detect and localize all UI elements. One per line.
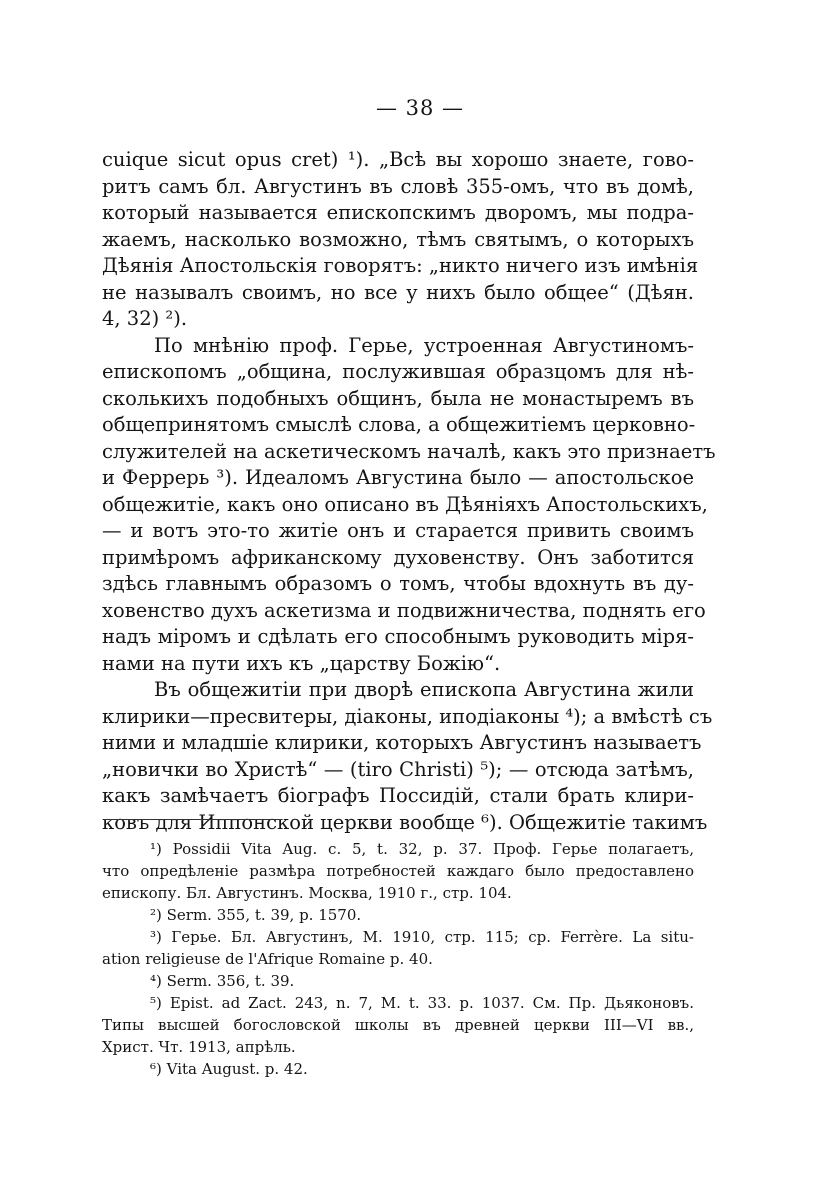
body-line: „новички во Христѣ“ — (tiro Christi) ⁵); — отсюда затѣмъ, — [102, 757, 694, 781]
footnote-line: Христ. Чт. 1913, апрѣль. — [102, 1038, 296, 1056]
body-line: не называлъ своимъ, но все у нихъ было общее“ (Дѣян. — [102, 280, 694, 304]
body-line: По мнѣнію проф. Герье, устроенная Августиномъ- — [154, 333, 694, 357]
body-line: cuique sicut opus cret) ¹). „Всѣ вы хорошо знаете, гово- — [102, 148, 694, 171]
footnote-line: ²) Serm. 355, t. 39, p. 1570. — [150, 906, 362, 924]
body-line: надъ міромъ и сдѣлать его способнымъ руководить міря- — [102, 625, 694, 648]
body-line: какъ замѣчаетъ біографъ Поссидій, стали брать клири- — [102, 784, 694, 807]
body-line: нами на пути ихъ къ „царству Божію“. — [102, 651, 501, 675]
body-line: который называется епископскимъ дворомъ, мы подра- — [102, 201, 694, 224]
body-line: примѣромъ африканскому духовенству. Онъ заботится — [102, 545, 694, 569]
body-line: ховенство духъ аскетизма и подвижничества, поднять его — [102, 598, 706, 622]
body-line: Въ общежитіи при дворѣ епископа Августина жили — [154, 678, 694, 701]
body-line: Дѣянія Апостольскія говорятъ: „никто ничего изъ имѣнія — [102, 254, 699, 277]
body-line: служителей на аскетическомъ началѣ, какъ это признаетъ — [102, 439, 716, 463]
footnote-line: ¹) Possidii Vita Aug. c. 5, t. 32, p. 37. Проф. Герье полагаетъ, — [150, 840, 694, 858]
footnote-line: Типы высшей богословской школы въ древней церкви III—VI вв., — [102, 1016, 694, 1034]
body-line: ритъ самъ бл. Августинъ въ словѣ 355-омъ, что въ домѣ, — [102, 174, 694, 198]
body-line: клирики—пресвитеры, діаконы, иподіаконы ⁴); а вмѣстѣ съ — [102, 704, 713, 728]
footnote-divider — [104, 819, 282, 820]
footnote-line: что опредѣленіе размѣра потребностей каждаго было предоставлено — [102, 862, 694, 880]
footnote-line: ⁴) Serm. 356, t. 39. — [150, 972, 295, 990]
body-line: жаемъ, насколько возможно, тѣмъ святымъ, о которыхъ — [102, 227, 694, 251]
body-line: здѣсь главнымъ образомъ о томъ, чтобы вдохнуть въ ду- — [102, 572, 694, 595]
main-text — [102, 147, 716, 836]
body-line: ковъ для Иппонской церкви вообще ⁶). Общежитіе такимъ — [102, 810, 708, 834]
body-line: — и вотъ это-то житіе онъ и старается привить своимъ — [102, 519, 694, 542]
footnote-line: ³) Герье. Бл. Августинъ, М. 1910, стр. 115; cp. Ferrère. La situ- — [150, 928, 694, 946]
body-line: 4, 32) ²). — [102, 307, 188, 330]
body-line: общепринятомъ смыслѣ слова, а общежитіемъ церковно- — [102, 413, 696, 436]
footnote-line: ⁶) Vita August. p. 42. — [150, 1060, 308, 1078]
body-line: ними и младшіе клирики, которыхъ Августинъ называетъ — [102, 731, 702, 754]
body-line: сколькихъ подобныхъ общинъ, была не монастыремъ въ — [102, 386, 694, 410]
footnote-line: ation religieuse de l'Afrique Romaine p. 40. — [102, 950, 433, 968]
footnote-line: ⁵) Epist. ad Zact. 243, n. 7, M. t. 33. p. 1037. См. Пр. Дьяконовъ. — [150, 994, 694, 1012]
footnote-line: епископу. Бл. Августинъ. Москва, 1910 г., стр. 104. — [102, 884, 512, 902]
footnotes — [102, 838, 694, 1080]
page-number: — 38 — — [375, 96, 465, 120]
body-line: и Феррерь ³). Идеаломъ Августина было — апостольское — [102, 466, 694, 489]
body-line: епископомъ „община, послужившая образцомъ для нѣ- — [102, 360, 694, 383]
body-line: общежитіе, какъ оно описано въ Дѣяніяхъ Апостольскихъ, — [102, 492, 708, 516]
